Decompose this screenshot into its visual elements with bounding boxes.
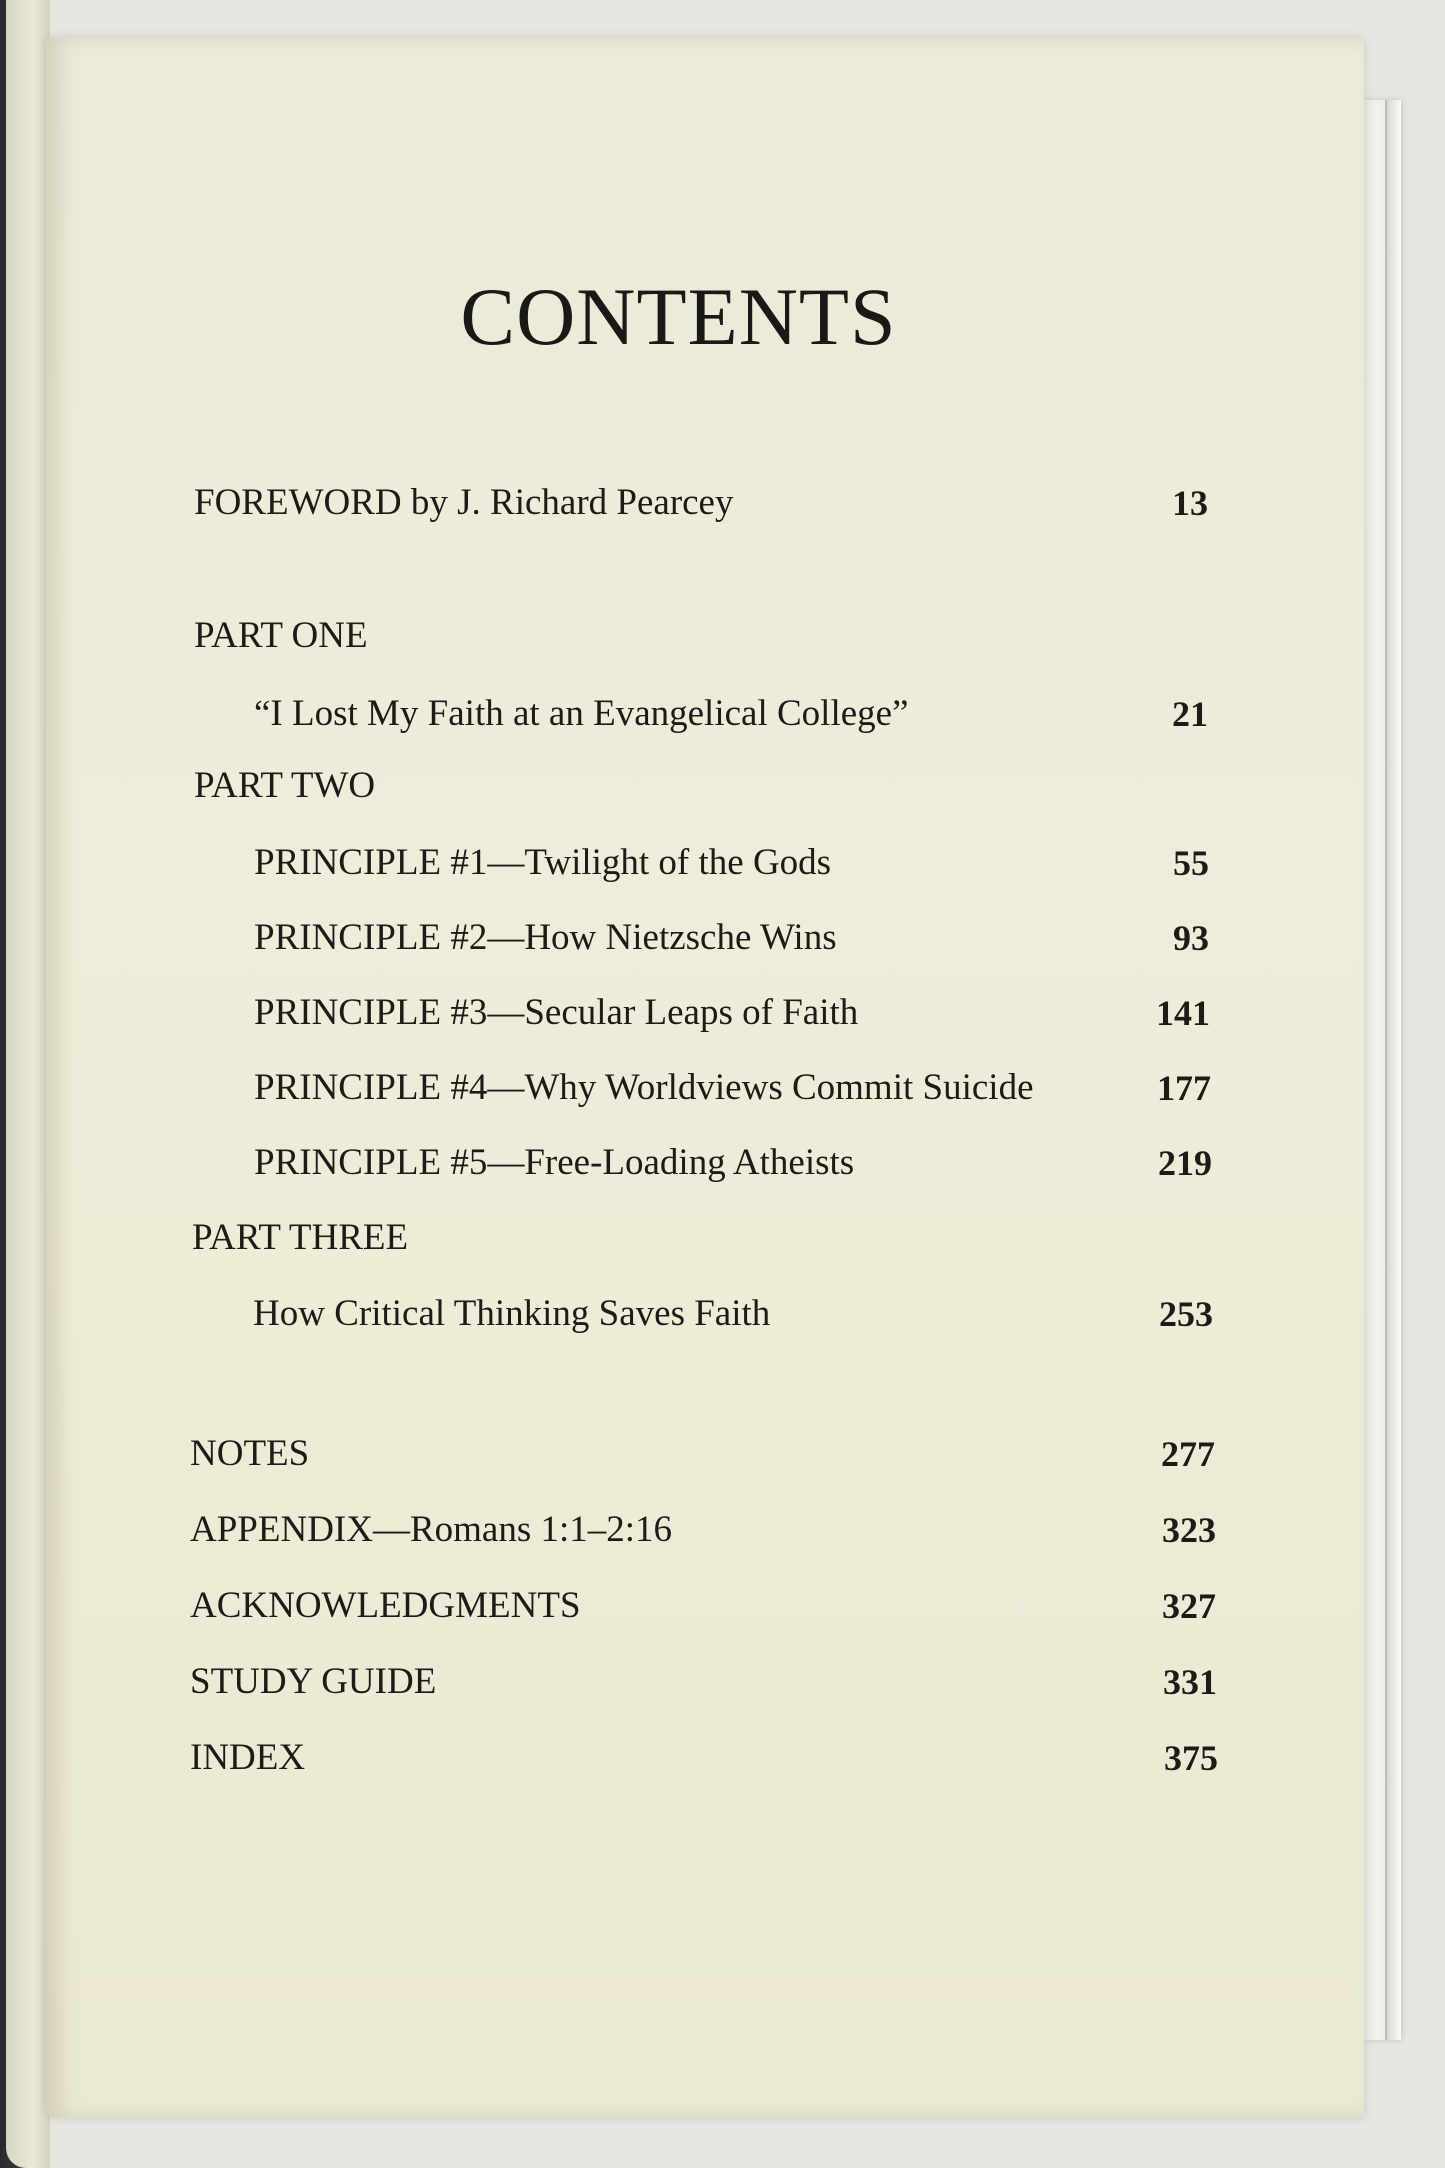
toc-entry-principle-1 <box>46 833 1364 893</box>
toc-entry-part-one <box>46 684 1364 744</box>
toc-entry-page: 327 <box>1162 1586 1216 1626</box>
toc-entry-appendix <box>46 1500 1364 1560</box>
toc-entry-page: 323 <box>1162 1510 1216 1550</box>
part-heading-label: PART TWO <box>194 765 376 806</box>
book-cover-back <box>1385 100 1401 2040</box>
toc-entry-page: 21 <box>1172 694 1208 734</box>
toc-entry-principle-5 <box>46 1133 1364 1193</box>
part-heading-label: PART ONE <box>194 615 368 656</box>
part-heading-two <box>46 756 1364 816</box>
toc-entry-label: ACKNOWLEDGMENTS <box>190 1585 581 1626</box>
toc-entry-page: 253 <box>1159 1294 1213 1334</box>
part-heading-one <box>46 606 1364 666</box>
toc-entry-label: PRINCIPLE #5—Free-Loading Atheists <box>254 1142 855 1183</box>
toc-entry-principle-2 <box>46 908 1364 968</box>
toc-entry-page: 375 <box>1164 1738 1218 1778</box>
toc-entry-page: 55 <box>1173 843 1209 883</box>
left-page-edge <box>6 0 50 2168</box>
toc-entry-study-guide <box>46 1652 1364 1712</box>
toc-entry-label: NOTES <box>190 1433 310 1474</box>
toc-entry-label: APPENDIX—Romans 1:1–2:16 <box>190 1509 673 1550</box>
toc-entry-notes <box>46 1424 1364 1484</box>
toc-entry-label: FOREWORD by J. Richard Pearcey <box>194 482 734 523</box>
toc-entry-label: PRINCIPLE #2—How Nietzsche Wins <box>254 917 837 958</box>
toc-entry-page: 277 <box>1161 1434 1215 1474</box>
part-heading-three <box>46 1208 1364 1268</box>
contents-page <box>46 38 1364 2118</box>
toc-entry-part-three <box>46 1284 1364 1344</box>
toc-entry-index <box>46 1728 1364 1788</box>
toc-entry-page: 13 <box>1172 483 1208 523</box>
page-title: CONTENTS <box>460 271 897 362</box>
toc-entry-label: STUDY GUIDE <box>190 1661 437 1702</box>
toc-entry-label: PRINCIPLE #4—Why Worldviews Commit Suicide <box>254 1067 1034 1108</box>
toc-entry-label: PRINCIPLE #1—Twilight of the Gods <box>254 842 832 883</box>
toc-entry-page: 141 <box>1156 993 1210 1033</box>
toc-entry-page: 177 <box>1157 1068 1211 1108</box>
toc-entry-label: “I Lost My Faith at an Evangelical College” <box>254 693 909 734</box>
toc-entry-label: How Critical Thinking Saves Faith <box>253 1293 771 1334</box>
toc-entry-principle-4 <box>46 1058 1364 1118</box>
part-heading-label: PART THREE <box>192 1217 409 1258</box>
toc-entry-foreword <box>46 473 1364 533</box>
toc-entry-acknowledgments <box>46 1576 1364 1636</box>
toc-entry-page: 219 <box>1158 1143 1212 1183</box>
toc-entry-label: PRINCIPLE #3—Secular Leaps of Faith <box>254 992 859 1033</box>
toc-entry-page: 331 <box>1163 1662 1217 1702</box>
toc-entry-principle-3 <box>46 983 1364 1043</box>
toc-entry-label: INDEX <box>190 1737 306 1778</box>
toc-entry-page: 93 <box>1173 918 1209 958</box>
